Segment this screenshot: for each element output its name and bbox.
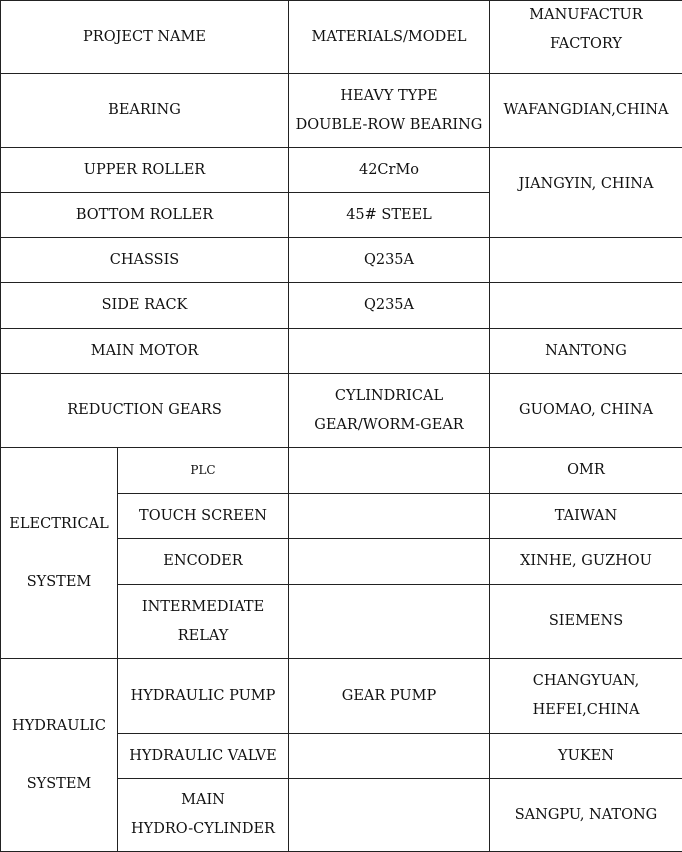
table-row xyxy=(1,148,682,193)
reduction-gears-factory: GUOMAO, CHINA xyxy=(490,374,682,448)
bottom-roller-name: BOTTOM ROLLER xyxy=(1,193,289,238)
electrical-system-group: ELECTRICAL SYSTEM xyxy=(1,448,118,659)
touch-screen-material xyxy=(289,494,490,539)
main-motor-name: MAIN MOTOR xyxy=(1,329,289,374)
hydro-cylinder-name: MAIN HYDRO-CYLINDER xyxy=(118,779,289,852)
upper-roller-name: UPPER ROLLER xyxy=(1,148,289,193)
hydraulic-pump-material: GEAR PUMP xyxy=(289,659,490,734)
table-row xyxy=(1,329,682,374)
plc-name: PLC xyxy=(118,448,289,494)
bearing-factory: WAFANGDIAN,CHINA xyxy=(490,74,682,148)
touch-screen-name: TOUCH SCREEN xyxy=(118,494,289,539)
hydraulic-pump-name: HYDRAULIC PUMP xyxy=(118,659,289,734)
table-row xyxy=(1,283,682,329)
bottom-roller-material: 45# STEEL xyxy=(289,193,490,238)
side-rack-material: Q235A xyxy=(289,283,490,329)
relay-name: INTERMEDIATE RELAY xyxy=(118,585,289,659)
side-rack-name: SIDE RACK xyxy=(1,283,289,329)
upper-roller-material: 42CrMo xyxy=(289,148,490,193)
reduction-gears-name: REDUCTION GEARS xyxy=(1,374,289,448)
hydraulic-valve-name: HYDRAULIC VALVE xyxy=(118,734,289,779)
chassis-name: CHASSIS xyxy=(1,238,289,283)
chassis-factory xyxy=(490,238,682,283)
header-row xyxy=(1,1,682,74)
chassis-material: Q235A xyxy=(289,238,490,283)
side-rack-factory xyxy=(490,283,682,329)
hydraulic-system-group: HYDRAULIC SYSTEM xyxy=(1,659,118,852)
relay-material xyxy=(289,585,490,659)
hydraulic-valve-factory: YUKEN xyxy=(490,734,682,779)
encoder-factory: XINHE, GUZHOU xyxy=(490,539,682,585)
plc-material xyxy=(289,448,490,494)
table-row xyxy=(1,659,682,734)
plc-factory: OMR xyxy=(490,448,682,494)
table-row xyxy=(1,374,682,448)
table-row xyxy=(1,238,682,283)
reduction-gears-material: CYLINDRICAL GEAR/WORM-GEAR xyxy=(289,374,490,448)
encoder-material xyxy=(289,539,490,585)
encoder-name: ENCODER xyxy=(118,539,289,585)
table-row xyxy=(1,448,682,494)
main-motor-factory: NANTONG xyxy=(490,329,682,374)
hydro-cylinder-factory: SANGPU, NATONG xyxy=(490,779,682,852)
rollers-factory: JIANGYIN, CHINA xyxy=(490,148,682,238)
hydraulic-pump-factory: CHANGYUAN, HEFEI,CHINA xyxy=(490,659,682,734)
relay-factory: SIEMENS xyxy=(490,585,682,659)
hydro-cylinder-material xyxy=(289,779,490,852)
touch-screen-factory: TAIWAN xyxy=(490,494,682,539)
header-manufacturer: MANUFACTUR FACTORY xyxy=(490,1,682,74)
bearing-material: HEAVY TYPE DOUBLE-ROW BEARING xyxy=(289,74,490,148)
bearing-name: BEARING xyxy=(1,74,289,148)
table-row xyxy=(1,74,682,148)
hydraulic-valve-material xyxy=(289,734,490,779)
main-motor-material xyxy=(289,329,490,374)
header-materials-model: MATERIALS/MODEL xyxy=(289,1,490,74)
header-project-name: PROJECT NAME xyxy=(1,1,289,74)
